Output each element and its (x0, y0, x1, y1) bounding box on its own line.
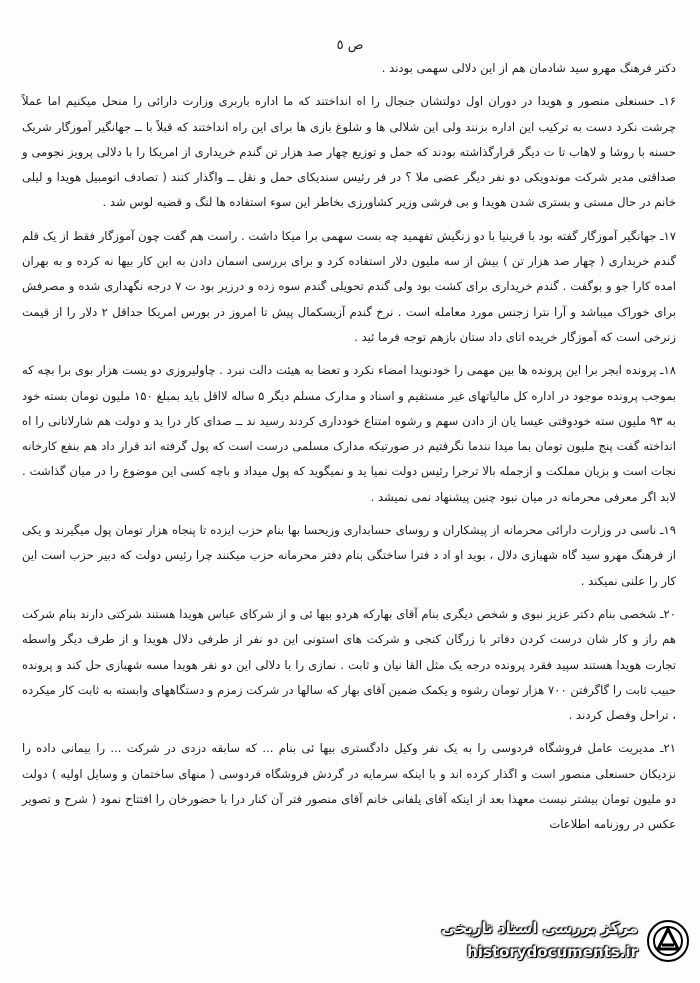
watermark (408, 915, 694, 973)
page-number: ص ٥ (336, 38, 364, 53)
watermark-url[interactable]: historydocuments.ir (467, 943, 638, 961)
paragraph-18: ۱۸ـ پرونده ابجر برا این پرونده ها بین مهمی را خودنویدا امضاء نکرد و تعضا به هیئت دالت نبرد . چاولیروزی دو یست هزار بوی برا بچه که بموجب پرونده موجود در اداره کل مالیاتهای غیر مستقیم و اسناد و مدارک مسلم دیگر ۵ ساله لااقل باید بمبلغ ۱۵۰ ملیون تومان بسته خود به ۹۳ ملیون سته خودوقتی عیسا یان از دادن سهم و رشوه امتناع خودداری کردند رسید ند ــ صدای کار درا ید و دولت هم شارلاتانی را اه انداخته گفت پنج ملیون تومان بما میدا نندما نگرفتیم در صورتیکه مدارک مسلمی درست است که پول گرفته اند قرار داد هم بنفع کارخانه نجات است و بزیان مملکت و ازجمله بالا ترجرا رئیس دولت نمیا ید و نمیگوید که پول میداد و باچه کسی این موضوع را در میان گذاشت . لابد اگر معرفی محرمانه در میان نبود چنین پیشنهاد نمی نمیشد . (22, 363, 677, 504)
document-body (22, 56, 676, 838)
paragraph-16: ۱۶ـ حسنعلی منصور و هویدا در دوران اول دولتشان جنجال را اه انداختند که ما اداره باربری وزارت دارائی را منحل میکنیم اما عملاً چرشت نکرد دست به ترکیب این اداره بزنند ولی این شلالی ها و شلوغ بازی ها برای این راه انداختند که قبلاً با ــ جهانگیر آموزگار شریک حسنه با روشا و لاهاب تا ت دیگر قرارگذاشته بودند که حمل و توزیع چهار صد هزار تن گندم خریداری از امریکا را با دلالی پرویز نجومی و صداقتی مدیر شرکت موندویکی دو نفر دیگر عضی ملا ؟ در فر رئیس سندیکای حمل و نقل ــ واگذار کنند ( تصادف اتومبیل هویدا و لیلی خانم در حال مستی و بستری شدن هویدا و بی فرشی وزیر کشاورزی بخاطر این سوء استفاده ها لنگ و قضیه لوس شد . (22, 94, 676, 210)
paragraph-17: ۱۷ـ جهانگیر آموزگار گفته بود با قرینیا با دو زنگیش تفهمید چه بست سهمی برا میکا داشت . راست هم گفت چون آموزگار فقط از یک قلم گندم خریداری ( چهار صد هزار تن ) بیش از سه ملیون دلار استفاده کرد و برای بررسی اسمان دادن به این کار بیها نه کرده و به بهران امده کارا جو و بوگفت . گندم خریداری برای کشت بود ولی گندم تحویلی گندم سوه زده و درزیر بود ت ۷ درجه نگهداری شده و مصرفش برای خوراک میباشد و آرا نترا زجنس مورد معامله است . نرخ گندم آزیسکمال پیش تا امروز در بورس امریکا حداقل ۲ دلار را از قیمت زنرخی است که آموزگار خریده اتای داد ستان بازهم توجه فرما ئید . (22, 228, 677, 344)
watermark-title: مرکز بررسی اسناد تاریخی (441, 919, 638, 937)
paragraph-21: ۲۱ـ مدیریت عامل فروشگاه فردوسی را به یک نفر وکیل دادگستری بیها ئی بنام ... که سابقه دزدی در شرکت ... را بیمانی داده را نزدیکان حسنعلی منصور است و اگذار کرده اند و با اینکه سرمایه در گردش فروشگاه فردوسی ( منهای ساختمان و وسایل اولیه ) دولت دو ملیون تومان بیشتر نیست معهذا بعد از اینکه آقای یلفانی خانم آقای منصور فتر آن کنار درا با حضورخان را افتتاح نمود ( شرح و تصویر عکس در روزنامه اطلاعات (22, 741, 676, 832)
paragraph-20: ۲۰ـ شخصی بنام دکتر عزیز نبوی و شخص دیگری بنام آقای بهارکه هردو بیها ئی و از شرکای عباس هویدا هستند شرکتی دارند بنام شرکت هم راز و کار شان درست کردن دفاتر با زرگان کنجی و شرکت های استونی این دو نفر از طرفی دلال هویدا و از طرف دیگر واسطه تجارت هویدا هستند سپید فقرد پرونده درجه یک مثل القا نیان و ثابت . نمازی را با دلالی این دو نفر هویدا مسه شهبازی حل کند و پرونده حبیب ثابت را گاگرفتن ۷۰۰ هزار تومان رشوه و یکمک ضمین آقای بهار که سالها در شرکت زمزم و دستگاههای وابسته به ثابت کار میکرده ، تراحل وفصل کردند . (22, 606, 676, 723)
paragraph-intro: دکتر فرهنگ مهرو سید شادمان هم از این دلالی سهمی بودند . (381, 61, 676, 75)
archive-logo-icon (646, 919, 690, 963)
paragraph-19: ۱۹ـ ناسی در وزارت دارائی محرمانه از پیشکاران و روسای حسابداری وزیحسا بها بنام حزب ایزده تا پنجاه هزار تومان پول میگیرند و یکی از فرهنگ مهرو سید گاه شهبازی دلال ، بوید او اد د فترا ساختگی بنام دفتر محرمانه حزب میکنند چرا رئیس دولت که دبیر حزب است این کار را علنی نمیکند . (22, 523, 676, 588)
